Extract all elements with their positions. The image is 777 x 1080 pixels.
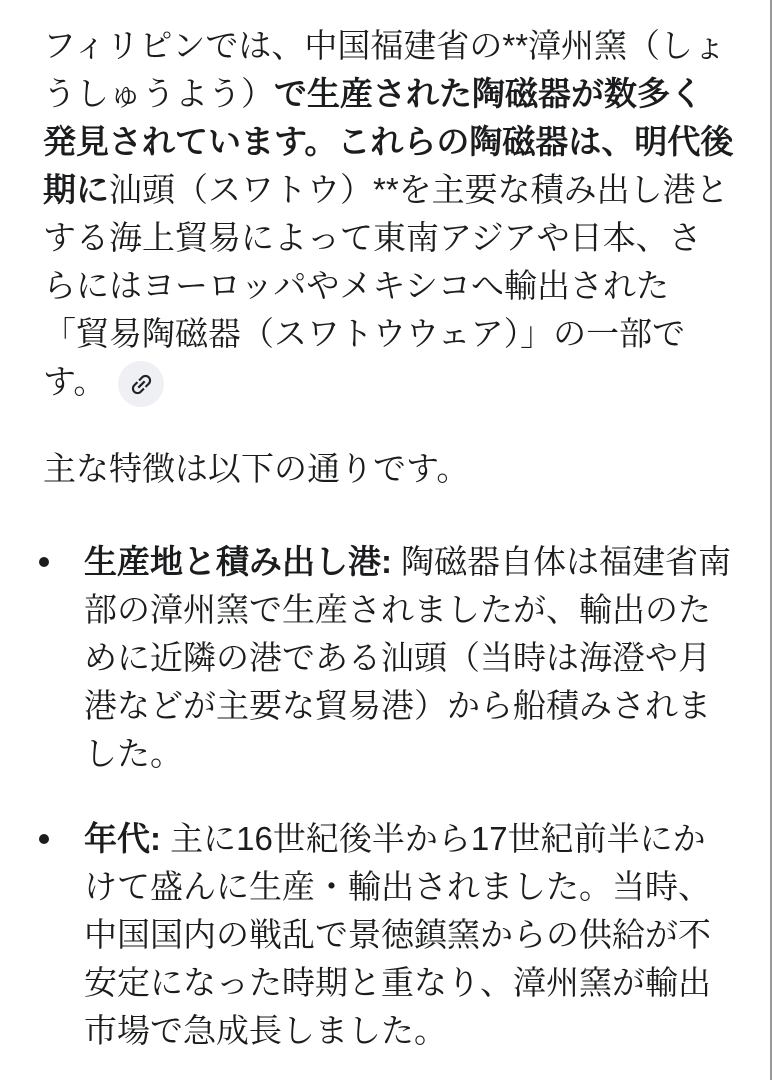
source-link-chip[interactable] <box>118 361 164 407</box>
intro-paragraph <box>43 22 734 407</box>
list-item-production-port <box>43 538 734 778</box>
bullet-icon <box>39 557 49 567</box>
bullet-label-production-port: 生産地と積み出し港: <box>84 543 392 581</box>
lead-paragraph: 主な特徴は以下の通りです。 <box>43 450 470 488</box>
link-icon <box>122 365 160 403</box>
intro-text-run-1: フィリピンでは、中国福建省の**漳州窯（しょうしゅうよう） <box>43 27 727 112</box>
intro-text-run-2-bold: で生産された陶磁器が数多く発見されています。これらの陶磁器は、明代後期に <box>43 75 734 208</box>
list-item-era <box>43 815 734 1055</box>
bullet-icon <box>39 834 49 844</box>
screen-edge-divider <box>770 0 772 1080</box>
feature-list <box>43 538 734 1055</box>
intro-text-run-3: 汕頭（スワトウ）**を主要な積み出し港とする海上貿易によって東南アジアや日本、さらにはヨーロッパやメキシコへ輸出された「貿易陶磁器（スワトウウェア）」の一部です。 <box>43 171 729 400</box>
bullet-text-era: 主に16世紀後半から17世紀前半にかけて盛んに生産・輸出されました。当時、中国国内の戦乱で景徳鎮窯からの供給が不安定になった時期と重なり、漳州窯が輸出市場で急成長しました。 <box>84 820 711 1050</box>
bullet-text-production-port: 陶磁器自体は福建省南部の漳州窯で生産されましたが、輸出のために近隣の港である汕頭（当時は海澄や月港などが主要な貿易港）から船積みされました。 <box>84 543 732 773</box>
bullet-label-era: 年代: <box>84 820 161 858</box>
